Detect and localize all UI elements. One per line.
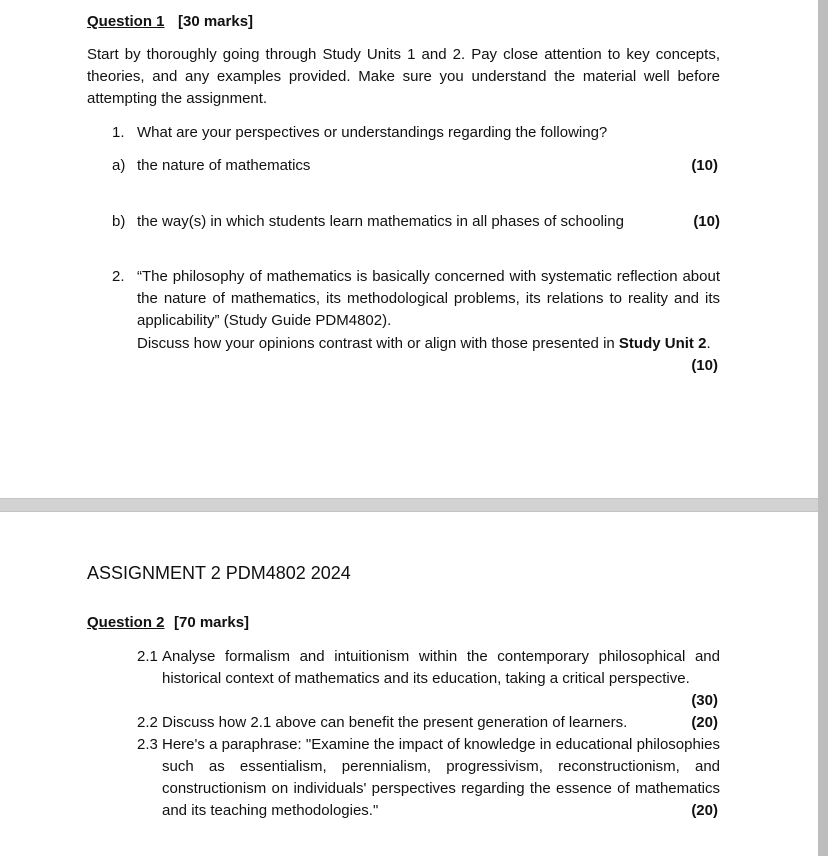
item-2-marks: (10) [691, 357, 718, 374]
assignment-title: ASSIGNMENT 2 PDM4802 2024 [87, 563, 351, 583]
item-1-number: 1. [112, 124, 125, 141]
item-2-quote: “The philosophy of mathematics is basically concerned with systematic reflection about the nature of mathematics, its methodological problems, its relations to reality and its applicability” (Study Guide PDM4802). [137, 268, 720, 329]
item-a-label: a) [112, 157, 126, 174]
item-a-text: the nature of mathematics [137, 157, 311, 174]
subquestion-2-2-number: 2.2 [137, 714, 158, 731]
item-b-label: b) [112, 213, 126, 230]
page-2 [0, 512, 818, 856]
question-2-marks: [70 marks] [174, 614, 250, 631]
subquestion-2-1-marks: (30) [691, 692, 718, 709]
item-2-number: 2. [112, 268, 125, 285]
item-2-discuss-text: Discuss how your opinions contrast with or align with those presented in [137, 335, 615, 352]
subquestion-2-3-marks: (20) [691, 802, 718, 819]
question-1-heading: Question 1 [87, 13, 165, 30]
item-1-text: What are your perspectives or understandings regarding the following? [137, 124, 608, 141]
page-separator [0, 498, 828, 512]
subquestion-2-1-number: 2.1 [137, 648, 158, 665]
scrollbar-edge[interactable] [818, 0, 828, 856]
question-1-intro: Start by thoroughly going through Study Units 1 and 2. Pay close attention to key concepts, theories, and any examples provided. Make sure you understand the material well before attempting the assignment. [87, 46, 720, 107]
subquestion-2-2-text: Discuss how 2.1 above can benefit the present generation of learners. [162, 714, 628, 731]
question-2-heading: Question 2 [87, 614, 165, 631]
subquestion-2-2-marks: (20) [691, 714, 718, 731]
item-b-marks: (10) [693, 213, 720, 230]
item-2-study-unit: Study Unit 2 [618, 335, 707, 352]
subquestion-2-1-text: Analyse formalism and intuitionism within the contemporary philosophical and historical context of mathematics and its education, taking a critical perspective. [162, 648, 720, 687]
item-2-discuss [137, 333, 720, 355]
item-2-discuss-dot: . [706, 335, 711, 352]
question-1-marks: [30 marks] [178, 13, 254, 30]
subquestion-2-3-text: Here's a paraphrase: "Examine the impact of knowledge in educational philosophies such as essentialism, perennialism, progressivism, reconstructionism, and constructionism on individuals' perspectives regarding the essence of mathematics and its teaching methodologies." [162, 736, 720, 819]
item-a-marks: (10) [691, 157, 718, 174]
item-b-text: the way(s) in which students learn mathematics in all phases of schooling [137, 213, 624, 230]
subquestion-2-3-number: 2.3 [137, 736, 158, 753]
